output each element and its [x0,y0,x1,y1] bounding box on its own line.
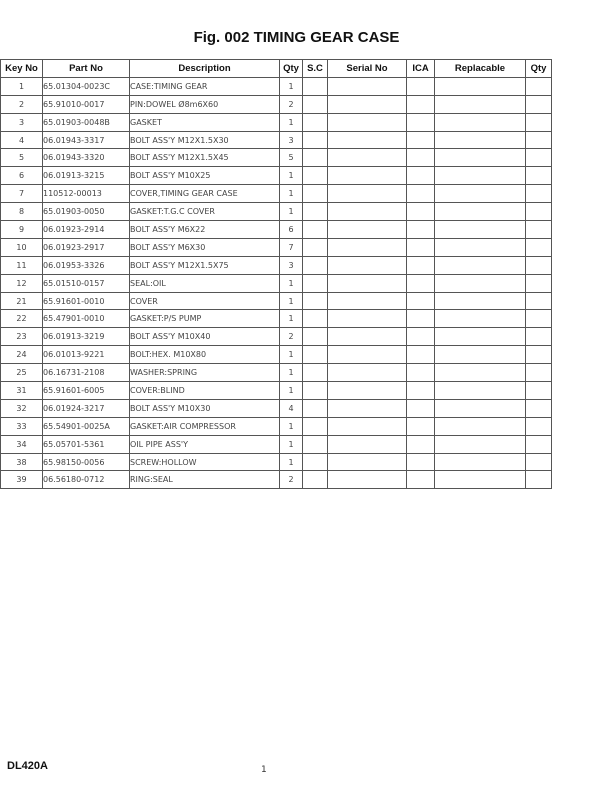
cell-sc [303,167,328,185]
cell-description: SCREW:HOLLOW [130,453,280,471]
cell-serial-no [328,453,407,471]
cell-key-no: 33 [1,417,43,435]
cell-ica [407,185,435,203]
cell-part-no: 06.16731-2108 [43,364,130,382]
cell-ica [407,203,435,221]
cell-key-no: 31 [1,382,43,400]
cell-qty: 2 [280,95,303,113]
cell-ica [407,382,435,400]
cell-part-no: 110512-00013 [43,185,130,203]
cell-serial-no [328,471,407,489]
cell-description: BOLT ASS'Y M6X22 [130,221,280,239]
table-body [1,77,552,488]
cell-key-no: 2 [1,95,43,113]
cell-qty-2 [526,292,552,310]
cell-sc [303,435,328,453]
cell-sc [303,221,328,239]
table-row [1,256,552,274]
header-qty: Qty [280,60,303,78]
cell-part-no: 06.01943-3320 [43,149,130,167]
cell-description: CASE:TIMING GEAR [130,77,280,95]
cell-description: BOLT ASS'Y M12X1.5X45 [130,149,280,167]
cell-key-no: 39 [1,471,43,489]
cell-qty: 1 [280,310,303,328]
header-serial-no: Serial No [328,60,407,78]
cell-replacable [435,328,526,346]
cell-replacable [435,95,526,113]
cell-sc [303,95,328,113]
cell-part-no: 06.56180-0712 [43,471,130,489]
cell-ica [407,310,435,328]
cell-qty: 7 [280,238,303,256]
cell-key-no: 4 [1,131,43,149]
cell-description: SEAL:OIL [130,274,280,292]
cell-description: GASKET:AIR COMPRESSOR [130,417,280,435]
cell-description: WASHER:SPRING [130,364,280,382]
cell-description: RING:SEAL [130,471,280,489]
cell-qty: 1 [280,274,303,292]
cell-sc [303,131,328,149]
cell-key-no: 23 [1,328,43,346]
cell-qty-2 [526,185,552,203]
cell-qty: 4 [280,399,303,417]
table-row [1,364,552,382]
cell-replacable [435,471,526,489]
cell-replacable [435,399,526,417]
cell-key-no: 10 [1,238,43,256]
table-row [1,95,552,113]
cell-qty-2 [526,453,552,471]
cell-sc [303,328,328,346]
cell-qty: 1 [280,292,303,310]
cell-replacable [435,77,526,95]
cell-serial-no [328,95,407,113]
model-label: DL420A [7,760,48,772]
cell-qty-2 [526,364,552,382]
table-row [1,167,552,185]
cell-replacable [435,221,526,239]
table-row [1,292,552,310]
cell-qty-2 [526,113,552,131]
parts-table [0,59,552,489]
table-header-row [1,60,552,78]
header-sc: S.C [303,60,328,78]
cell-qty: 1 [280,364,303,382]
cell-part-no: 65.98150-0056 [43,453,130,471]
cell-qty-2 [526,256,552,274]
cell-key-no: 11 [1,256,43,274]
table-row [1,113,552,131]
table-row [1,399,552,417]
table-row [1,346,552,364]
cell-ica [407,328,435,346]
cell-replacable [435,185,526,203]
cell-serial-no [328,113,407,131]
cell-serial-no [328,256,407,274]
cell-key-no: 32 [1,399,43,417]
cell-ica [407,256,435,274]
cell-qty-2 [526,274,552,292]
table-row [1,149,552,167]
page-number: 1 [261,765,267,775]
cell-qty-2 [526,310,552,328]
cell-serial-no [328,435,407,453]
cell-replacable [435,417,526,435]
cell-key-no: 12 [1,274,43,292]
cell-sc [303,256,328,274]
header-qty-2: Qty [526,60,552,78]
cell-part-no: 65.01903-0048B [43,113,130,131]
cell-ica [407,95,435,113]
cell-qty-2 [526,399,552,417]
cell-sc [303,471,328,489]
cell-qty: 1 [280,203,303,221]
table-row [1,238,552,256]
cell-part-no: 65.01510-0157 [43,274,130,292]
cell-qty-2 [526,417,552,435]
cell-ica [407,364,435,382]
cell-serial-no [328,274,407,292]
cell-replacable [435,131,526,149]
cell-description: GASKET:P/S PUMP [130,310,280,328]
table-row [1,274,552,292]
cell-sc [303,238,328,256]
cell-ica [407,274,435,292]
cell-serial-no [328,185,407,203]
cell-ica [407,471,435,489]
table-row [1,417,552,435]
cell-key-no: 5 [1,149,43,167]
header-ica: ICA [407,60,435,78]
table-row [1,131,552,149]
cell-key-no: 25 [1,364,43,382]
cell-ica [407,435,435,453]
cell-ica [407,113,435,131]
cell-description: COVER,TIMING GEAR CASE [130,185,280,203]
cell-serial-no [328,77,407,95]
table-row [1,310,552,328]
cell-sc [303,113,328,131]
cell-part-no: 06.01923-2914 [43,221,130,239]
cell-sc [303,382,328,400]
cell-sc [303,399,328,417]
cell-part-no: 06.01913-3219 [43,328,130,346]
cell-replacable [435,310,526,328]
cell-key-no: 38 [1,453,43,471]
cell-serial-no [328,382,407,400]
cell-part-no: 06.01953-3326 [43,256,130,274]
cell-description: GASKET [130,113,280,131]
cell-key-no: 7 [1,185,43,203]
cell-ica [407,131,435,149]
cell-part-no: 65.01903-0050 [43,203,130,221]
cell-replacable [435,203,526,221]
cell-part-no: 65.91601-0010 [43,292,130,310]
cell-sc [303,364,328,382]
cell-qty: 3 [280,256,303,274]
cell-serial-no [328,131,407,149]
cell-key-no: 3 [1,113,43,131]
cell-description: OIL PIPE ASS'Y [130,435,280,453]
cell-description: BOLT ASS'Y M10X40 [130,328,280,346]
table-row [1,203,552,221]
cell-part-no: 65.01304-0023C [43,77,130,95]
cell-qty: 1 [280,346,303,364]
cell-key-no: 21 [1,292,43,310]
cell-qty-2 [526,382,552,400]
cell-ica [407,149,435,167]
cell-qty: 1 [280,113,303,131]
cell-serial-no [328,292,407,310]
cell-description: BOLT:HEX. M10X80 [130,346,280,364]
table-row [1,185,552,203]
cell-qty: 2 [280,328,303,346]
cell-ica [407,346,435,364]
cell-qty-2 [526,131,552,149]
cell-qty-2 [526,167,552,185]
cell-qty: 6 [280,221,303,239]
cell-replacable [435,292,526,310]
cell-part-no: 06.01913-3215 [43,167,130,185]
cell-part-no: 65.91010-0017 [43,95,130,113]
cell-replacable [435,435,526,453]
header-replacable: Replacable [435,60,526,78]
cell-serial-no [328,399,407,417]
cell-serial-no [328,221,407,239]
cell-ica [407,292,435,310]
cell-qty: 1 [280,417,303,435]
cell-qty-2 [526,328,552,346]
cell-serial-no [328,328,407,346]
cell-ica [407,167,435,185]
cell-qty-2 [526,346,552,364]
cell-description: BOLT ASS'Y M10X30 [130,399,280,417]
cell-key-no: 22 [1,310,43,328]
cell-description: BOLT ASS'Y M12X1.5X75 [130,256,280,274]
cell-qty-2 [526,221,552,239]
cell-key-no: 9 [1,221,43,239]
cell-replacable [435,149,526,167]
cell-sc [303,346,328,364]
cell-serial-no [328,417,407,435]
cell-part-no: 06.01013-9221 [43,346,130,364]
cell-ica [407,399,435,417]
cell-description: COVER:BLIND [130,382,280,400]
cell-sc [303,203,328,221]
cell-description: COVER [130,292,280,310]
cell-qty-2 [526,95,552,113]
cell-qty: 1 [280,435,303,453]
cell-sc [303,453,328,471]
cell-qty-2 [526,238,552,256]
table-row [1,471,552,489]
header-key-no: Key No [1,60,43,78]
cell-part-no: 65.47901-0010 [43,310,130,328]
cell-replacable [435,453,526,471]
cell-description: BOLT ASS'Y M12X1.5X30 [130,131,280,149]
cell-serial-no [328,364,407,382]
cell-ica [407,221,435,239]
cell-part-no: 65.05701-5361 [43,435,130,453]
cell-qty: 3 [280,131,303,149]
cell-sc [303,310,328,328]
cell-sc [303,292,328,310]
page-title: Fig. 002 TIMING GEAR CASE [193,29,400,46]
cell-qty-2 [526,471,552,489]
table-row [1,453,552,471]
header-description: Description [130,60,280,78]
cell-qty: 2 [280,471,303,489]
cell-description: BOLT ASS'Y M6X30 [130,238,280,256]
cell-qty-2 [526,435,552,453]
cell-key-no: 24 [1,346,43,364]
cell-qty-2 [526,77,552,95]
cell-part-no: 06.01924-3217 [43,399,130,417]
cell-ica [407,417,435,435]
cell-replacable [435,167,526,185]
cell-ica [407,77,435,95]
cell-replacable [435,274,526,292]
cell-key-no: 6 [1,167,43,185]
table-row [1,435,552,453]
cell-sc [303,417,328,435]
cell-serial-no [328,346,407,364]
table-row [1,221,552,239]
cell-part-no: 65.91601-6005 [43,382,130,400]
cell-sc [303,274,328,292]
header-part-no: Part No [43,60,130,78]
cell-ica [407,453,435,471]
cell-serial-no [328,149,407,167]
cell-replacable [435,113,526,131]
cell-key-no: 1 [1,77,43,95]
cell-replacable [435,382,526,400]
cell-part-no: 06.01943-3317 [43,131,130,149]
table-row [1,328,552,346]
cell-qty: 1 [280,453,303,471]
cell-serial-no [328,167,407,185]
cell-part-no: 65.54901-0025A [43,417,130,435]
cell-qty: 1 [280,77,303,95]
cell-qty-2 [526,149,552,167]
cell-serial-no [328,203,407,221]
cell-replacable [435,238,526,256]
cell-replacable [435,346,526,364]
cell-sc [303,149,328,167]
table-row [1,382,552,400]
cell-qty-2 [526,203,552,221]
cell-ica [407,238,435,256]
table-row [1,77,552,95]
cell-part-no: 06.01923-2917 [43,238,130,256]
cell-qty: 1 [280,167,303,185]
cell-sc [303,185,328,203]
cell-key-no: 8 [1,203,43,221]
cell-description: BOLT ASS'Y M10X25 [130,167,280,185]
cell-sc [303,77,328,95]
cell-qty: 1 [280,382,303,400]
cell-replacable [435,364,526,382]
cell-description: GASKET:T.G.C COVER [130,203,280,221]
cell-key-no: 34 [1,435,43,453]
cell-qty: 1 [280,185,303,203]
cell-serial-no [328,238,407,256]
cell-description: PIN:DOWEL Ø8m6X60 [130,95,280,113]
cell-replacable [435,256,526,274]
cell-qty: 5 [280,149,303,167]
cell-serial-no [328,310,407,328]
